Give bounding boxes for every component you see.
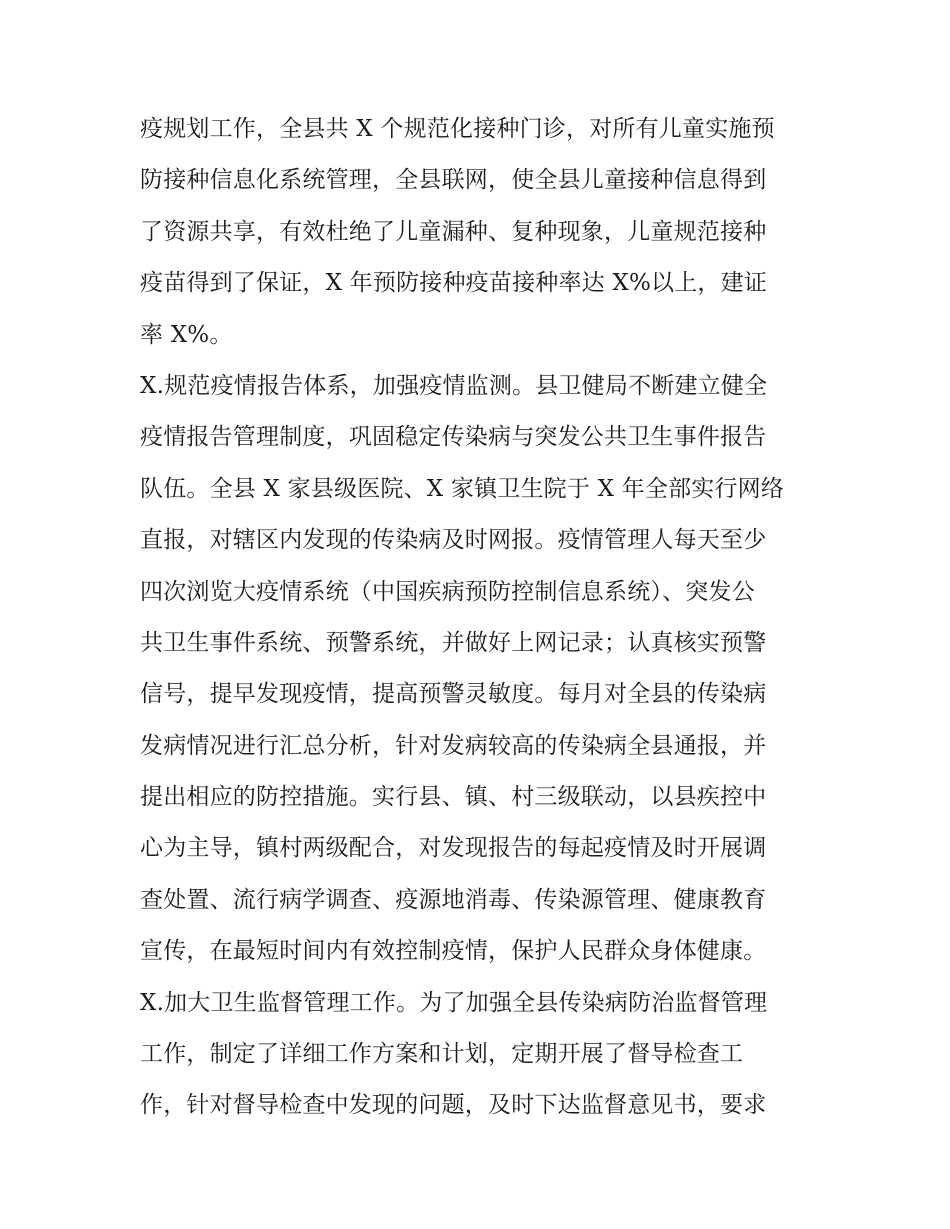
text-line: 发病情况进行汇总分析，针对发病较高的传染病全县通报，并: [140, 732, 767, 759]
text-line: 防接种信息化系统管理，全县联网，使全县儿童接种信息得到: [140, 167, 767, 194]
text-line: 疫情报告管理制度，巩固稳定传染病与突发公共卫生事件报告: [140, 424, 767, 451]
text-line: 直报，对辖区内发现的传染病及时网报。疫情管理人每天至少: [140, 527, 767, 554]
text-line: 队伍。全县 X 家县级医院、X 家镇卫生院于 X 年全部实行网络: [140, 475, 785, 502]
text-line: 率 X%。: [140, 321, 233, 348]
text-line: 查处置、流行病学调查、疫源地消毒、传染源管理、健康教育: [140, 886, 767, 913]
text-line: 共卫生事件系统、预警系统，并做好上网记录；认真核实预警: [140, 629, 767, 656]
text-line: X.规范疫情报告体系，加强疫情监测。县卫健局不断建立健全: [140, 372, 768, 399]
text-line: 信号，提早发现疫情，提高预警灵敏度。每月对全县的传染病: [140, 681, 767, 708]
text-line: 宣传，在最短时间内有效控制疫情，保护人民群众身体健康。: [140, 938, 767, 965]
text-line: 提出相应的防控措施。实行县、镇、村三级联动，以县疾控中: [140, 784, 767, 811]
text-line: 了资源共享，有效杜绝了儿童漏种、复种现象，儿童规范接种: [140, 218, 767, 245]
text-line: 四次浏览大疫情系统（中国疾病预防控制信息系统）、突发公: [140, 578, 755, 605]
text-line: X.加大卫生监督管理工作。为了加强全县传染病防治监督管理: [140, 989, 768, 1016]
text-line: 疫苗得到了保证，X 年预防接种疫苗接种率达 X%以上，建证: [140, 270, 768, 297]
document-body: [140, 104, 820, 1132]
text-line: 作，针对督导检查中发现的问题，及时下达监督意见书，要求: [140, 1092, 767, 1119]
text-line: 疫规划工作，全县共 X 个规范化接种门诊，对所有儿童实施预: [140, 116, 775, 142]
text-line: 心为主导，镇村两级配合，对发现报告的每起疫情及时开展调: [140, 835, 767, 862]
text-line: 工作，制定了详细工作方案和计划，定期开展了督导检查工: [140, 1041, 744, 1068]
